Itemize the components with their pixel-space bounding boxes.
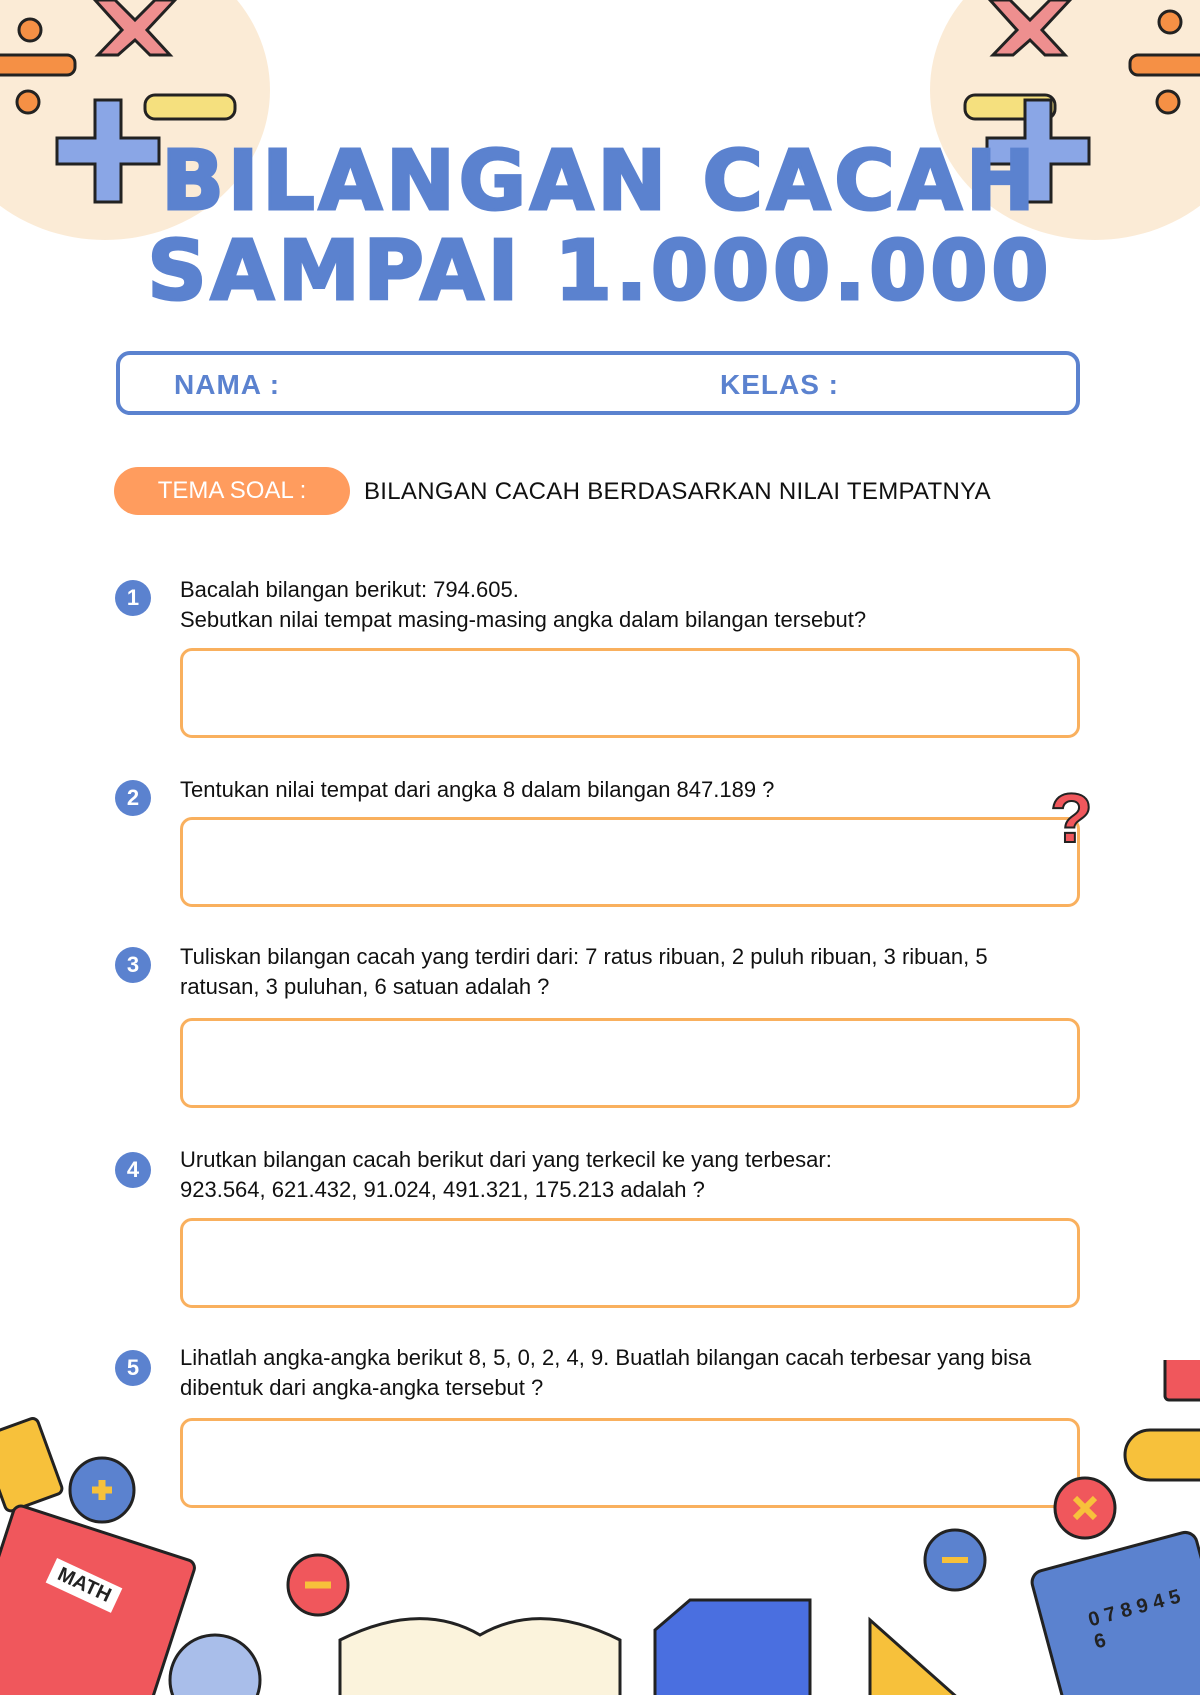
question-number: 2 <box>115 780 151 816</box>
question-number: 3 <box>115 947 151 983</box>
question-text: Tuliskan bilangan cacah yang terdiri dari: 7 ratus ribuan, 2 puluh ribuan, 3 ribuan, 5 ratusan, 3 puluhan, 6 satuan adalah ? <box>180 944 988 999</box>
answer-box-4[interactable] <box>180 1218 1080 1308</box>
topic-value: BILANGAN CACAH BERDASARKAN NILAI TEMPATNYA <box>364 478 991 505</box>
name-label: NAMA : <box>174 369 281 400</box>
topic-label: TEMA SOAL : <box>114 467 350 515</box>
question-number: 4 <box>115 1152 151 1188</box>
title-line-1: BILANGAN CACAH <box>161 134 1039 229</box>
calculator-keys: 0 7 8 9 4 5 6 <box>1085 1585 1183 1654</box>
question-mark-icon: ? <box>1050 779 1093 857</box>
question-line: 923.564, 621.432, 91.024, 491.321, 175.213 adalah ? <box>180 1177 705 1202</box>
question-line: Bacalah bilangan berikut: 794.605. <box>180 577 519 602</box>
question-text <box>180 1145 1060 1205</box>
title-line-2: SAMPAI 1.000.000 <box>147 224 1053 319</box>
answer-box-1[interactable] <box>180 648 1080 738</box>
answer-box-3[interactable] <box>180 1018 1080 1108</box>
class-label: KELAS : <box>720 369 839 400</box>
question-line: Urutkan bilangan cacah berikut dari yang terkecil ke yang terbesar: <box>180 1147 832 1172</box>
question-number: 1 <box>115 580 151 616</box>
question-text <box>180 575 1060 635</box>
answer-box-2[interactable] <box>180 817 1080 907</box>
student-info-box <box>116 351 1080 415</box>
question-line: Sebutkan nilai tempat masing-masing angka dalam bilangan tersebut? <box>180 607 867 632</box>
question-number: 5 <box>115 1350 151 1386</box>
question-text: Tentukan nilai tempat dari angka 8 dalam bilangan 847.189 ? <box>180 777 775 802</box>
math-book-label: MATH <box>46 1558 123 1613</box>
question-text: Lihatlah angka-angka berikut 8, 5, 0, 2, 4, 9. Buatlah bilangan cacah terbesar yang bisa dibentuk dari angka-angka tersebut ? <box>180 1345 1032 1400</box>
school-supplies-illustration <box>0 1360 1200 1695</box>
